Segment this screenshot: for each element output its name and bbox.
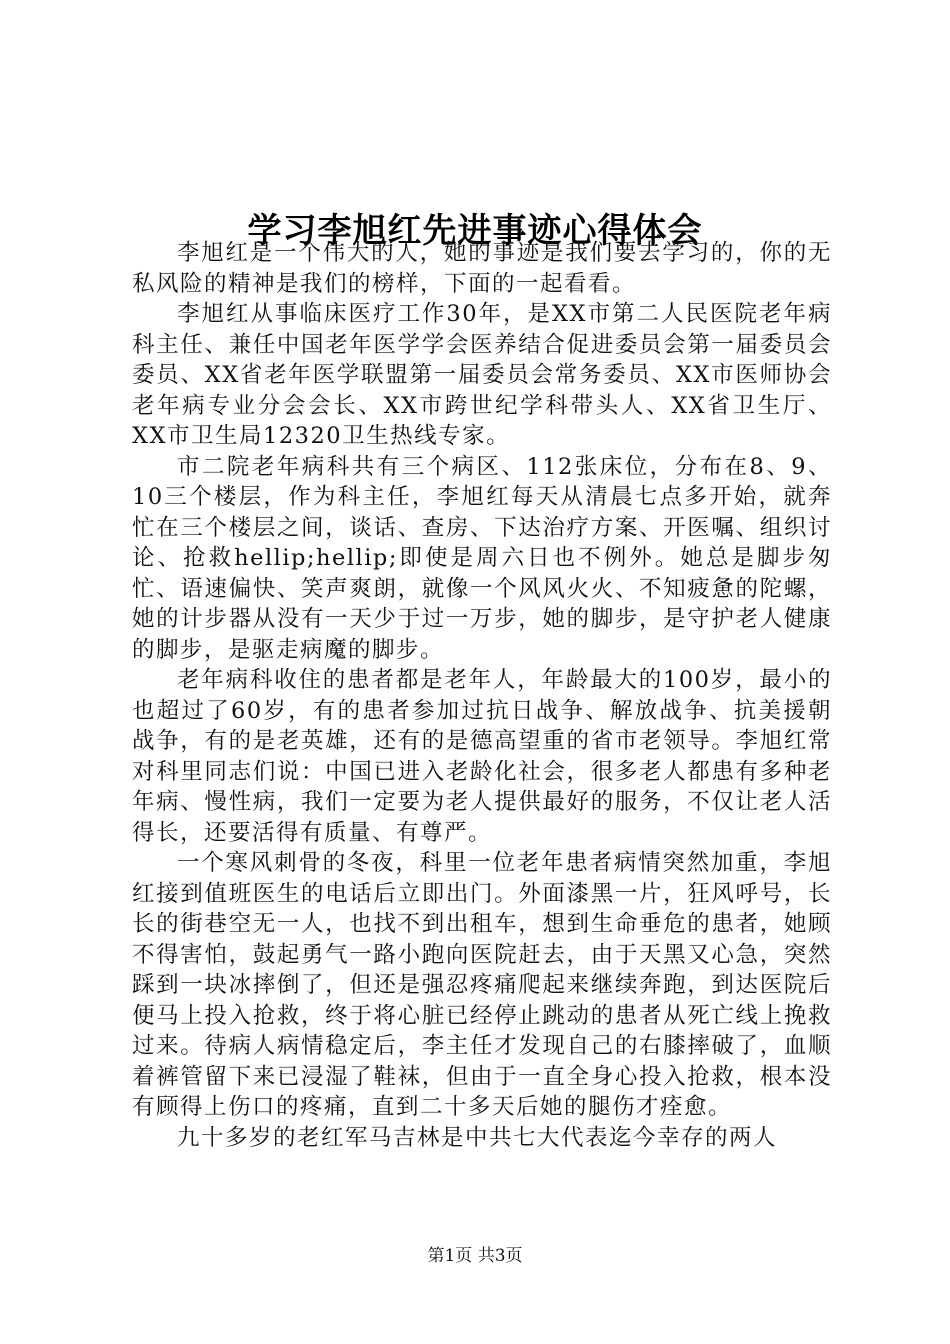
document-body — [132, 238, 832, 1153]
paragraph-patients: 老年病科收住的患者都是老年人，年龄最大的100岁，最小的也超过了60岁，有的患者参加过抗日战争、解放战争、抗美援朝战争，有的是老英雄，还有的是德高望重的省市老领导。李旭红常对科里同志们说：中国已进入老龄化社会，很多老人都患有多种老年病、慢性病，我们一定要为老人提供最好的服务，不仅让老人活得长，还要活得有质量、有尊严。 — [132, 667, 832, 846]
paragraph-winter-night: 一个寒风刺骨的冬夜，科里一位老年患者病情突然加重，李旭红接到值班医生的电话后立即出门。外面漆黑一片，狂风呼号，长长的街巷空无一人，也找不到出租车，想到生命垂危的患者，她顾不得害怕，鼓起勇气一路小跑向医院赶去，由于天黑又心急，突然踩到一块冰摔倒了，但还是强忍疼痛爬起来继续奔跑，到达医院后便马上投入抢救，终于将心脏已经停止跳动的患者从死亡线上挽救过来。待病人病情稳定后，李主任才发现自己的右膝摔破了，血顺着裤管留下来已浸湿了鞋袜，但由于一直全身心投入抢救，根本没有顾得上伤口的疼痛，直到二十多天后她的腿伤才痊愈。 — [132, 850, 832, 1120]
paragraph-department: 市二院老年病科共有三个病区、112张床位，分布在8、9、10三个楼层，作为科主任，李旭红每天从清晨七点多开始，就奔忙在三个楼层之间，谈话、查房、下达治疗方案、开医嘱、组织讨论、抢救hellip;hellip;即使是周六日也不例外。她总是脚步匆忙、语速偏快、笑声爽朗，就像一个风风火火、不知疲惫的陀螺，她的计步器从没有一天少于过一万步，她的脚步，是守护老人健康的脚步，是驱走病魔的脚步。 — [132, 453, 832, 663]
page-number-footer: 第1页 共3页 — [427, 1246, 523, 1266]
paragraph-intro: 李旭红是一个伟大的人，她的事迹是我们要去学习的，你的无私风险的精神是我们的榜样，下面的一起看看。 — [132, 240, 832, 297]
paragraph-career: 李旭红从事临床医疗工作30年，是XX市第二人民医院老年病科主任、兼任中国老年医学学会医养结合促进委员会第一届委员会委员、XX省老年医学联盟第一届委员会常务委员、XX市医师协会老年病专业分会会长、XX市跨世纪学科带头人、XX省卫生厅、XX市卫生局12320卫生热线专家。 — [132, 301, 832, 449]
document-title: 学习李旭红先进事迹心得体会 — [247, 210, 703, 251]
paragraph-red-army: 九十多岁的老红军马吉林是中共七大代表迄今幸存的两人 — [177, 1124, 778, 1151]
